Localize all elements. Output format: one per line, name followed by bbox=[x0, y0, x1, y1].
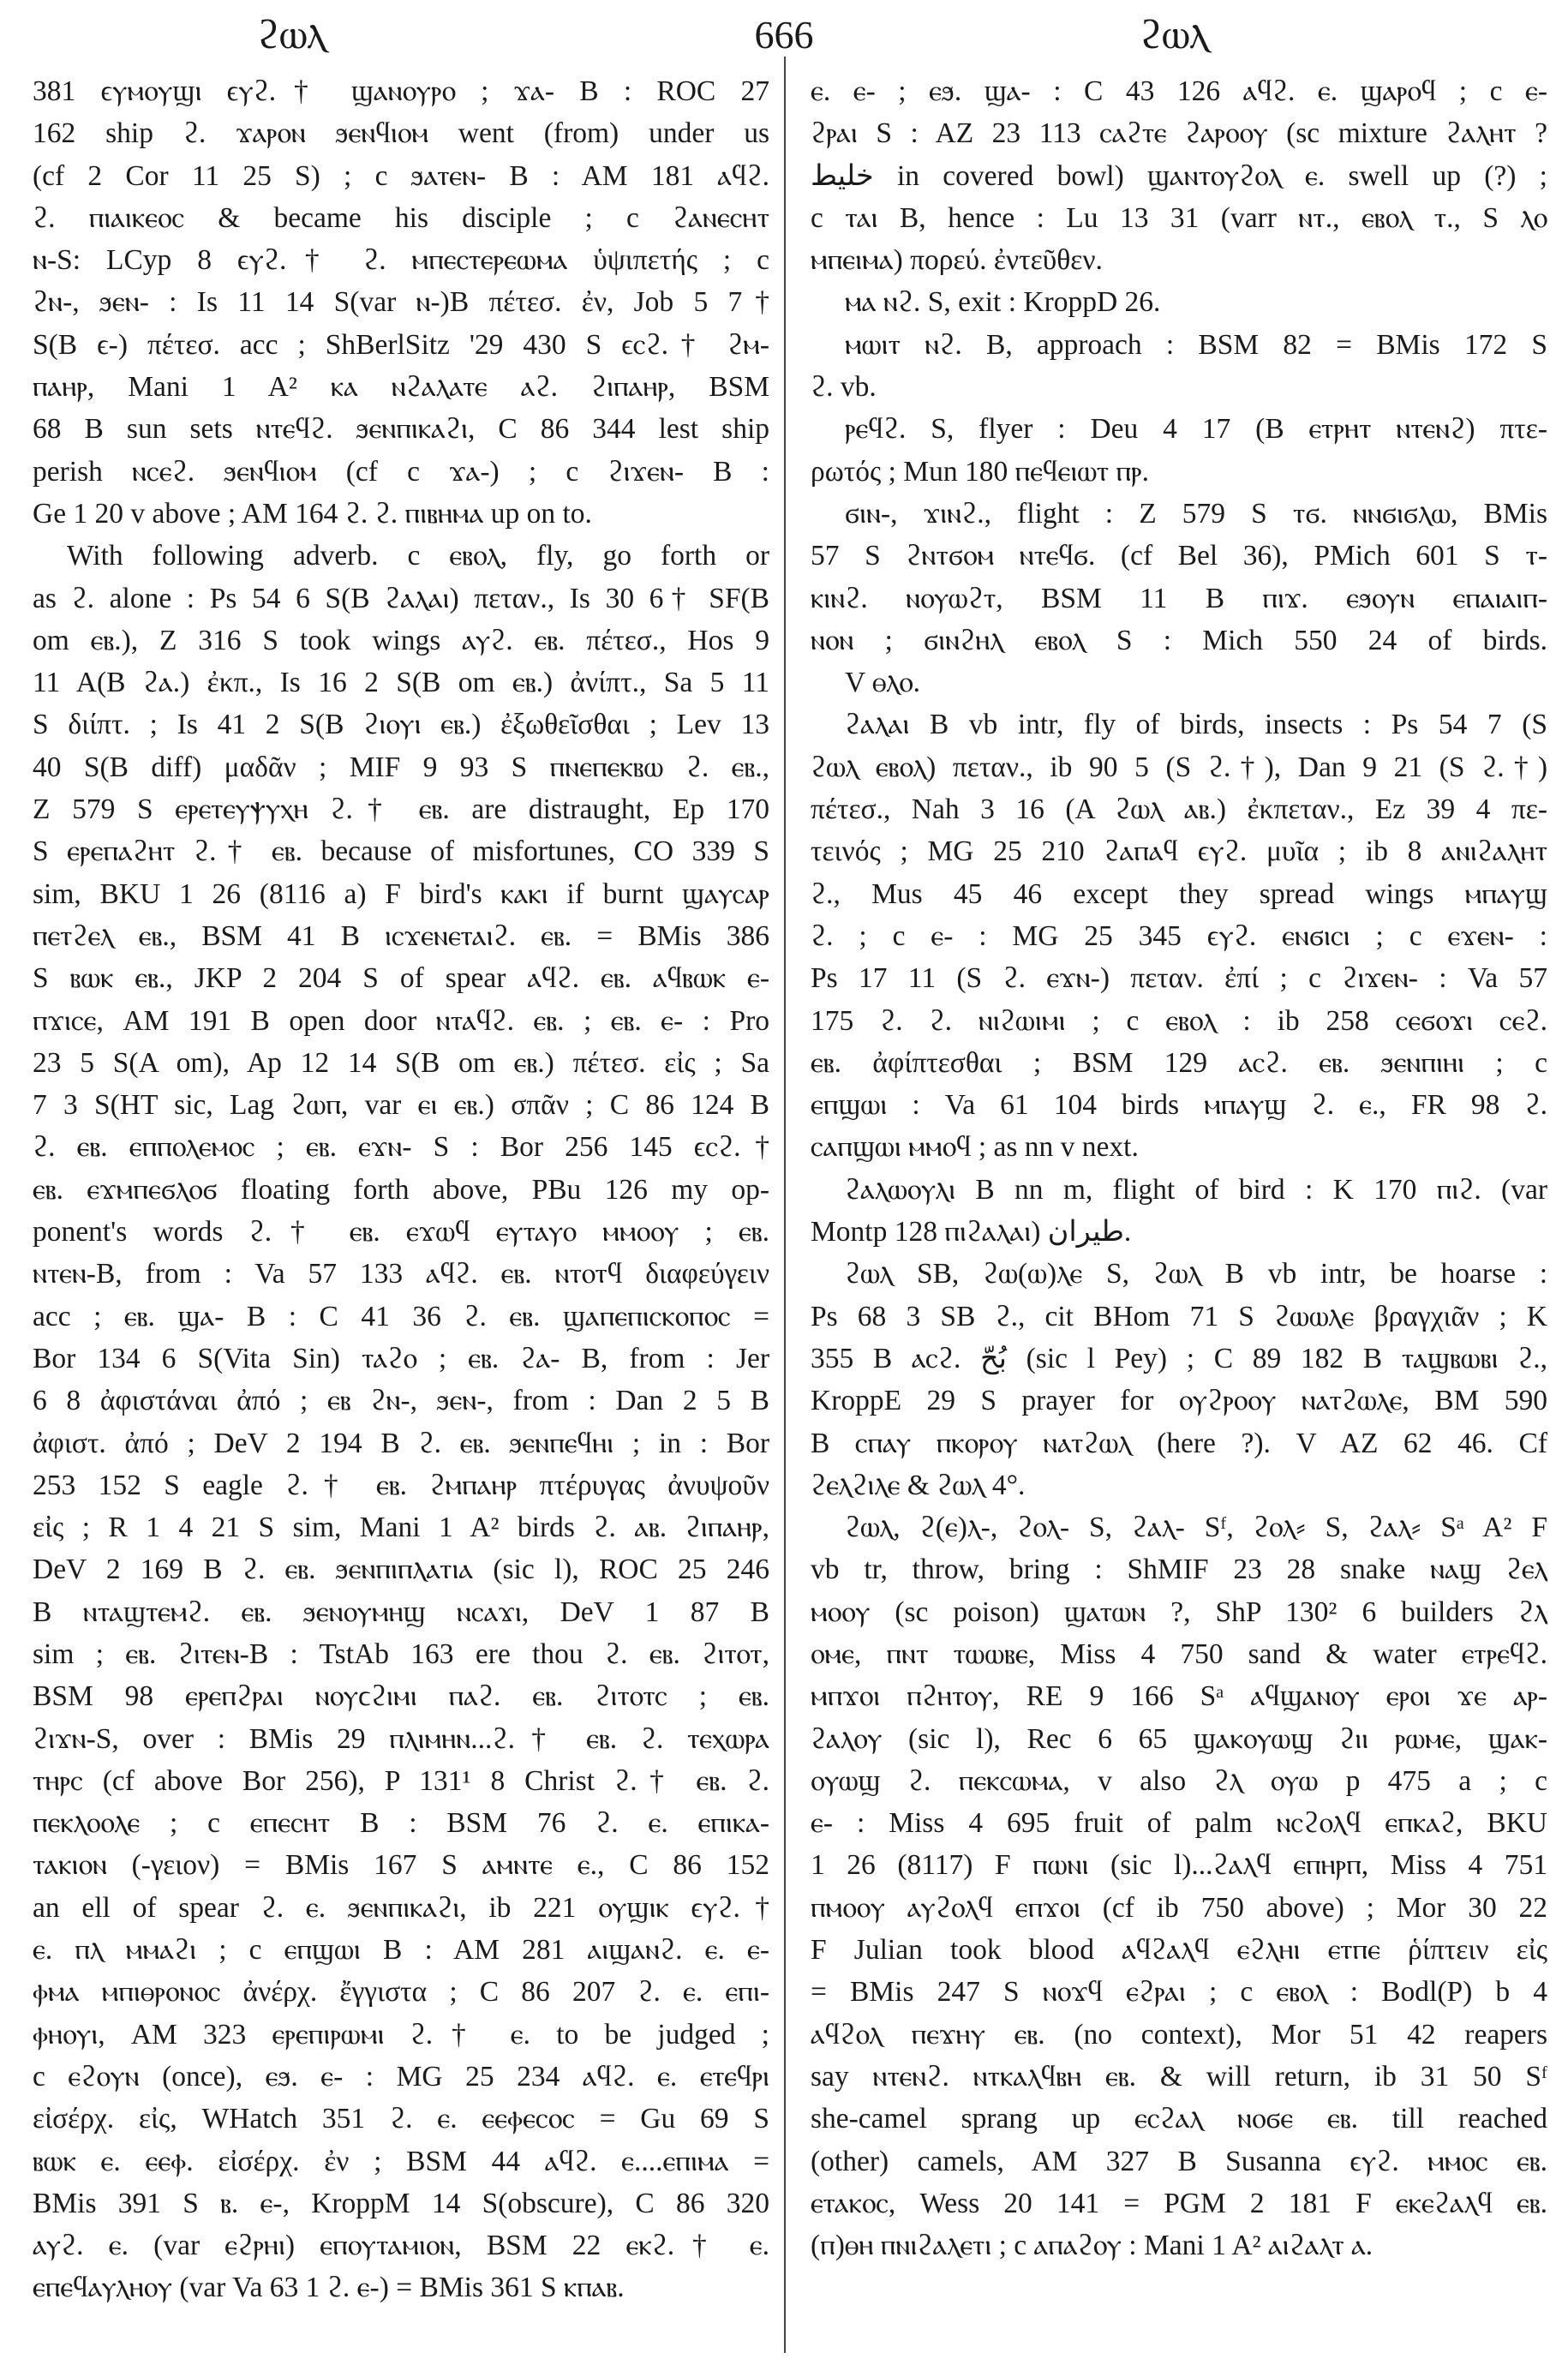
dictionary-line: an ell of spear ϩ. ⲉ. ϧⲉⲛⲡⲓⲕⲁϩⲓ, ib 221 ⲟⲩϣⲓⲕ ϵⲩϩ.† bbox=[33, 1891, 769, 1924]
dictionary-line: 1 26 (8117) F ⲡⲱⲛⲓ (sic l)...ϩⲁⲗϥ ⲉⲡⲏⲣⲡ, Miss 4 751 bbox=[811, 1849, 1547, 1882]
right-column bbox=[811, 70, 1547, 2266]
dictionary-line: Ps 17 11 (S ϩ. ⲉϫⲛ-) πεταν. ἐπί ; c ϩⲓϫⲉⲛ- : Va 57 bbox=[811, 962, 1547, 995]
dictionary-line: she-camel sprang up ⲉⲥϩⲁⲗ ⲛⲟϭⲉ ⲉⲃ. till reached bbox=[811, 2103, 1547, 2135]
dictionary-line: ϭⲓⲛ-, ϫⲓⲛϩ., flight : Z 579 S ⲧϭ. ⲛⲛϭⲓϭⲗⲱ, BMis bbox=[845, 497, 1547, 530]
dictionary-line: ⲫⲏⲟⲩⲓ, AM 323 ⲉⲣⲉⲡⲓⲣⲱⲙⲓ ϩ.† ⲉ. to be judged ; bbox=[33, 2018, 769, 2051]
dictionary-line: ⲉⲡⲉϥⲁⲩⲗⲏⲟⲩ (var Va 63 1 ϩ. ⲉ-) = BMis 361 S ⲕⲡⲁⲃ. bbox=[33, 2272, 625, 2304]
dictionary-line: BSM 98 ⲉⲣⲉⲡϩⲣⲁⲓ ⲛⲟⲩϲϩⲓⲙⲓ ⲡⲁϩ. ⲉⲃ. ϩⲓⲧⲟⲧⲥ ; ⲉⲃ. bbox=[33, 1680, 769, 1713]
dictionary-line: πέτεσ., Nah 3 16 (A ϩⲱⲗ ⲁⲃ.) ἐκπεταν., Ez 39 4 πε- bbox=[811, 793, 1547, 826]
dictionary-line: ⲟⲙⲉ, ⲡⲛⲧ ⲧⲱⲱⲃⲉ, Miss 4 750 sand & water ⲉⲧⲣⲉϥϩ. bbox=[811, 1638, 1547, 1670]
dictionary-line: Ge 1 20 v above ; AM 164 ϩ. ϩ. ⲡⲓⲃⲏⲙⲁ up on to. bbox=[33, 497, 592, 530]
dictionary-line: ⲙⲟⲟⲩ (sc poison) ϣⲁⲧⲱⲛ ?, ShP 130² 6 builders ϩⲗ bbox=[811, 1596, 1547, 1628]
dictionary-line: B ⲥⲡⲁⲩ ⲡⲕⲟⲣⲟⲩ ⲛⲁⲧϩⲱⲗ (here ?). V AZ 62 46. Cf bbox=[811, 1427, 1547, 1459]
dictionary-line: ⲡⲉⲕⲗⲟⲟⲗⲉ ; c ⲉⲡⲉⲥⲏⲧ B : BSM 76 ϩ. ⲉ. ⲉⲡⲓⲕⲁ- bbox=[33, 1807, 769, 1840]
running-headword-left: ϩⲱⲗ bbox=[257, 10, 326, 58]
dictionary-line: ⲉ. ⲡⲗ ⲙⲙⲁϩⲓ ; c ⲉⲡϣⲱⲓ B : AM 281 ⲁⲓϣⲁⲛϩ. ⲉ. ⲉ- bbox=[33, 1934, 769, 1967]
dictionary-line: acc ; ⲉⲃ. ϣⲁ- B : C 41 36 ϩ. ⲉⲃ. ϣⲁⲡⲉⲡⲓⲥⲕⲟⲡⲟⲥ = bbox=[33, 1300, 769, 1332]
dictionary-line: ⲡⲉⲧϩⲉⲗ ⲉⲃ., BSM 41 B ⲓⲥϫⲉⲛⲉⲧⲁⲓϩ. ⲉⲃ. = BMis 386 bbox=[33, 919, 769, 952]
dictionary-line: ⲧⲁⲕⲓⲟⲛ (-γειον) = BMis 167 S ⲁⲙⲛⲧⲉ ⲉ., C 86 152 bbox=[33, 1849, 769, 1882]
column-divider bbox=[784, 57, 786, 2353]
dictionary-line: om ⲉⲃ.), Z 316 S took wings ⲁⲩϩ. ⲉⲃ. πέτεσ., Hos 9 bbox=[33, 624, 769, 656]
dictionary-line: ϩⲓϫⲛ-S, over : BMis 29 ⲡⲗⲓⲙⲏⲛ...ϩ.† ⲉⲃ. ϩ. ⲧⲉⲭⲱⲣⲁ bbox=[33, 1722, 769, 1755]
dictionary-line: ϩⲱⲗ SB, ϩⲱ(ⲱ)ⲗⲉ S, ϩⲱⲗ B vb intr, be hoarse : bbox=[845, 1258, 1547, 1290]
dictionary-line: ⲉⲡϣⲱⲓ : Va 61 104 birds ⲙⲡⲁⲩϣ ϩ. ⲉ., FR 98 ϩ. bbox=[811, 1089, 1547, 1122]
dictionary-line: ϩⲛ-, ϧⲉⲛ- : Is 11 14 S(var ⲛ-)B πέτεσ. ἐν, Job 5 7† bbox=[33, 286, 769, 319]
dictionary-line: ⲡϫⲓⲥⲉ, AM 191 B open door ⲛⲧⲁϥϩ. ⲉⲃ. ; ⲉⲃ. ⲉ- : Pro bbox=[33, 1004, 769, 1037]
dictionary-line: as ϩ. alone : Ps 54 6 S(B ϩⲁⲗⲁⲓ) πεταν., Is 30 6† SF(B bbox=[33, 582, 769, 614]
dictionary-line: 7 3 S(HT sic, Lag ϩⲱⲡ, var ⲉⲓ ⲉⲃ.) σπᾶν ; C 86 124 B bbox=[33, 1089, 769, 1122]
dictionary-line: ⲫⲙⲁ ⲙⲡⲓⲑⲣⲟⲛⲟⲥ ἀνέρχ. ἔγγιστα ; C 86 207 ϩ. ⲉ. ⲉⲡⲓ- bbox=[33, 1976, 769, 2009]
page-number: 666 bbox=[754, 13, 814, 57]
dictionary-line: خليط in covered bowl) ϣⲁⲛⲧⲟⲩϩⲟⲗ ⲉ. swell up (?) ; bbox=[811, 159, 1547, 192]
dictionary-line: DeV 2 169 B ϩ. ⲉⲃ. ϧⲉⲛⲡⲓⲡⲗⲁⲧⲓⲁ (sic l), ROC 25 246 bbox=[33, 1554, 769, 1586]
dictionary-line: εἰσέρχ. εἰς, WHatch 351 ϩ. ⲉ. ⲉⲉⲫⲉⲥⲟⲥ = Gu 69 S bbox=[33, 2103, 769, 2135]
dictionary-line: ϩⲁⲗⲱⲟⲩⲗⲓ B nn m, flight of bird : K 170 ⲡⲓϩ. (var bbox=[845, 1173, 1547, 1206]
dictionary-line: ϩⲱⲗ ⲉⲃⲟⲗ) πεταν., ib 90 5 (S ϩ.†), Dan 9 21 (S ϩ.†) bbox=[811, 751, 1547, 783]
dictionary-line: ⲙⲱⲓⲧ ⲛϩ. B, approach : BSM 82 = BMis 172 S bbox=[845, 328, 1547, 361]
dictionary-line: ⲡⲁⲏⲣ, Mani 1 A² ⲕⲁ ⲛϩⲁⲗⲁⲧⲉ ⲁϩ. ϩⲓⲡⲁⲏⲣ, BSM bbox=[33, 371, 769, 404]
left-column bbox=[33, 70, 769, 2309]
dictionary-line: say ⲛⲧⲉⲛϩ. ⲛⲧⲕⲁⲗϥⲃⲏ ⲉⲃ. & will return, ib 31 50 Sᶠ bbox=[811, 2060, 1547, 2093]
dictionary-line: ⲃⲱⲕ ⲉ. ⲉⲉⲫ. εἰσέρχ. ἐν ; BSM 44 ⲁϥϩ. ⲉ....ⲉⲡⲓⲙⲁ = bbox=[33, 2145, 769, 2177]
dictionary-line: 68 B sun sets ⲛⲧⲉϥϩ. ϧⲉⲛⲡⲓⲕⲁϩⲓ, C 86 344 lest ship bbox=[33, 413, 769, 446]
dictionary-line: ⲛⲟⲛ ; ϭⲓⲛϩⲏⲗ ⲉⲃⲟⲗ S : Mich 550 24 of birds. bbox=[811, 624, 1547, 656]
dictionary-line: ϩⲣⲁⲓ S : AZ 23 113 ⲥⲁϩⲧⲉ ϩⲁⲣⲟⲟⲩ (sc mixture ϩⲁⲗⲏⲧ ? bbox=[811, 117, 1547, 150]
dictionary-line: Ps 68 3 SB ϩ., cit BHom 71 S ϩⲱⲱⲗⲉ βραγχιᾶν ; K bbox=[811, 1300, 1547, 1332]
dictionary-line: ϩⲁⲗⲁⲓ B vb intr, fly of birds, insects : Ps 54 7 (S bbox=[845, 709, 1547, 741]
dictionary-line: BMis 391 S ⲃ. ⲉ-, KroppM 14 S(obscure), C 86 320 bbox=[33, 2187, 769, 2219]
dictionary-line: Montp 128 ⲡⲓϩⲁⲗⲁⲓ) طيران. bbox=[811, 1216, 1132, 1248]
dictionary-line: ἀφιστ. ἀπό ; DeV 2 194 B ϩ. ⲉⲃ. ϧⲉⲛⲡⲉϥⲏⲓ ; in : Bor bbox=[33, 1427, 769, 1459]
dictionary-line: c ⲧⲁⲓ B, hence : Lu 13 31 (varr ⲛⲧ., ⲉⲃⲟⲗ ⲧ., S ⲗⲟ bbox=[811, 201, 1547, 234]
dictionary-line: sim ; ⲉⲃ. ϩⲓⲧⲉⲛ-B : TstAb 163 ere thou ϩ. ⲉⲃ. ϩⲓⲧⲟⲧ, bbox=[33, 1638, 769, 1670]
dictionary-line: sim, BKU 1 26 (8116 a) F bird's ⲕⲁⲕⲓ if burnt ϣⲁⲩⲥⲁⲣ bbox=[33, 877, 769, 910]
dictionary-line: 175 ϩ. ϩ. ⲛⲓϩⲱⲓⲙⲓ ; c ⲉⲃⲟⲗ : ib 258 ⲥⲉϭⲟϫⲓ ⲥⲉϩ. bbox=[811, 1004, 1547, 1037]
dictionary-line: ⲉⲧⲁⲕⲟⲥ, Wess 20 141 = PGM 2 181 F ⲉⲕⲉϩⲁⲗϥ ⲉⲃ. bbox=[811, 2187, 1547, 2219]
dictionary-line: ϩ. ; c ⲉ- : MG 25 345 ϵⲩϩ. ⲉⲛϭⲓⲥⲓ ; c ⲉϫⲉⲛ- : bbox=[811, 919, 1547, 952]
dictionary-line: 40 S(B diff) μαδᾶν ; MIF 9 93 S ⲡⲛⲉⲡⲉⲕⲃⲱ ϩ. ⲉⲃ., bbox=[33, 751, 769, 783]
dictionary-line: τεινός ; MG 25 210 ϩⲁⲡⲁϥ ϵⲩϩ. μυῖα ; ib 8 ⲁⲛⲓϩⲁⲗⲏⲧ bbox=[811, 835, 1547, 868]
dictionary-line: 6 8 ἀφιστάναι ἀπό ; ⲉⲃ ϩⲛ-, ϧⲉⲛ-, from : Dan 2 5 B bbox=[33, 1385, 769, 1417]
dictionary-line: V ⲑⲗⲟ. bbox=[845, 667, 920, 699]
dictionary-line: ⲥⲁⲡϣⲱⲓ ⲙⲙⲟϥ ; as nn v next. bbox=[811, 1131, 1139, 1164]
dictionary-line: B ⲛⲧⲁϣⲧⲉⲙϩ. ⲉⲃ. ϧⲉⲛⲟⲩⲙⲏϣ ⲛⲥⲁϫⲓ, DeV 1 87 B bbox=[33, 1596, 769, 1628]
dictionary-line: εἰς ; R 1 4 21 S sim, Mani 1 A² birds ϩ. ⲁⲃ. ϩⲓⲡⲁⲏⲣ, bbox=[33, 1512, 769, 1544]
dictionary-line: 23 5 S(A om), Ap 12 14 S(B om ⲉⲃ.) πέτεσ. εἰς ; Sa bbox=[33, 1046, 769, 1079]
dictionary-line: ⲙⲁ ⲛϩ. S, exit : KroppD 26. bbox=[845, 286, 1161, 319]
dictionary-line: ⲉ- : Miss 4 695 fruit of palm ⲛⲥϩⲟⲗϥ ⲉⲡⲕⲁϩ, BKU bbox=[811, 1807, 1547, 1840]
dictionary-line: ϩⲉⲗϩⲓⲗⲉ & ϩⲱⲗ 4°. bbox=[811, 1469, 1026, 1501]
dictionary-line: 162 ship ϩ. ϫⲁⲣⲟⲛ ϧⲉⲛϥⲓⲟⲙ went (from) under us bbox=[33, 117, 769, 150]
dictionary-line: ϩⲱⲗ, ϩ(ⲉ)ⲗ-, ϩⲟⲗ- S, ϩⲁⲗ- Sᶠ, ϩⲟⲗ⸗ S, ϩⲁⲗ⸗ Sᵃ A² F bbox=[845, 1512, 1547, 1544]
dictionary-line: ⲁⲩϩ. ⲉ. (var ⲉϩⲣⲏⲓ) ⲉⲡⲟⲩⲧⲁⲙⲓⲟⲛ, BSM 22 ⲉⲕϩ.† ⲉ. bbox=[33, 2230, 769, 2262]
dictionary-line: 355 B ⲁⲥϩ. بُحّ (sic l Pey) ; C 89 182 B ⲧⲁϣⲃⲱⲃⲓ ϩ., bbox=[811, 1342, 1547, 1374]
dictionary-line: ϩ. vb. bbox=[811, 371, 877, 404]
dictionary-line: ⲉ. ⲉ- ; ⲉϧ. ϣⲁ- : C 43 126 ⲁϥϩ. ⲉ. ϣⲁⲣⲟϥ ; c ⲉ- bbox=[811, 75, 1547, 107]
dictionary-line: S διίπτ. ; Is 41 2 S(B ϩⲓⲟⲩⲓ ⲉⲃ.) ἐξωθεῖσθαι ; Lev 13 bbox=[33, 709, 769, 741]
dictionary-line: (other) camels, AM 327 B Susanna ϵⲩϩ. ⲙⲙⲟⲥ ⲉⲃ. bbox=[811, 2145, 1547, 2177]
dictionary-line: ⲙⲡϫⲟⲓ ⲡϩⲏⲧⲟⲩ, RE 9 166 Sᵃ ⲁϥϣⲁⲛⲟⲩ ⲉⲣⲟⲓ ϫⲉ ⲁⲣ- bbox=[811, 1680, 1547, 1713]
dictionary-line: Z 579 S ⲉⲣⲉⲧⲉⲩⲯⲩⲭⲏ ϩ.† ⲉⲃ. are distraught, Ep 170 bbox=[33, 793, 769, 826]
dictionary-line: ⲁϥϩⲟⲗ ⲡⲉϫⲏⲩ ⲉⲃ. (no context), Mor 51 42 reapers bbox=[811, 2018, 1547, 2051]
dictionary-line: KroppE 29 S prayer for ⲟⲩϩⲣⲟⲟⲩ ⲛⲁⲧϩⲱⲗⲉ, BM 590 bbox=[811, 1385, 1547, 1417]
dictionary-line: ϩⲁⲗⲟⲩ (sic l), Rec 6 65 ϣⲁⲕⲟⲩⲱϣ ϩⲓⲓ ⲣⲱⲙⲉ, ϣⲁⲕ- bbox=[811, 1722, 1547, 1755]
dictionary-line: ⲛ-S: LCyp 8 ϵⲩϩ.† ϩ. ⲙⲡⲉⲥⲧⲉⲣⲉⲱⲙⲁ ὑψιπετής ; c bbox=[33, 244, 769, 277]
dictionary-line: c ⲉϩⲟⲩⲛ (once), ⲉϧ. ⲉ- : MG 25 234 ⲁϥϩ. ⲉ. ⲉⲧⲉϥⲣⲓ bbox=[33, 2060, 769, 2093]
dictionary-line: ⲙⲡⲉⲓⲙⲁ) πορεύ. ἐντεῦθεν. bbox=[811, 244, 1103, 277]
dictionary-line: perish ⲛⲥⲉϩ. ϧⲉⲛϥⲓⲟⲙ (cf c ϫⲁ-) ; c ϩⲓϫⲉⲛ- B : bbox=[33, 455, 769, 488]
dictionary-line: (ⲡ)ⲑⲏ ⲡⲛⲓϩⲁⲗⲉⲧⲓ ; c ⲁⲡⲁϩⲟⲩ : Mani 1 A² ⲁⲓϩⲁⲗⲧ ⲁ. bbox=[811, 2230, 1373, 2262]
dictionary-line: S(B ϵ-) πέτεσ. acc ; ShBerlSitz '29 430 S ϵⲥϩ.† ϩⲙ- bbox=[33, 328, 769, 361]
dictionary-line: ϩ. ⲡⲓⲁⲓⲕⲉⲟⲥ & became his disciple ; c ϩⲁⲛⲉⲥⲏⲧ bbox=[33, 201, 769, 234]
dictionary-line: S ⲉⲣⲉⲡⲁϩⲏⲧ ϩ.† ⲉⲃ. because of misfortunes, CO 339 S bbox=[33, 835, 769, 868]
dictionary-line: Bor 134 6 S(Vita Sin) ⲧⲁϩⲟ ; ⲉⲃ. ϩⲁ- B, from : Jer bbox=[33, 1342, 769, 1374]
dictionary-line: 57 S ϩⲛⲧϭⲟⲙ ⲛⲧⲉϥϭ. (cf Bel 36), PMich 601 S ⲧ- bbox=[811, 540, 1547, 572]
dictionary-line: = BMis 247 S ⲛⲟϫϥ ⲉϩⲣⲁⲓ ; c ⲉⲃⲟⲗ : Bodl(P) b 4 bbox=[811, 1976, 1547, 2009]
dictionary-line: ⲕⲓⲛϩ. ⲛⲟⲩⲱϩⲧ, BSM 11 B ⲡⲓϫ. ⲉϧⲟⲩⲛ ⲉⲡⲁⲓⲁⲓⲡ- bbox=[811, 582, 1547, 614]
dictionary-line: (cf 2 Cor 11 25 S) ; c ϧⲁⲧⲉⲛ- B : AM 181 ⲁϥϩ. bbox=[33, 159, 769, 192]
dictionary-line: F Julian took blood ⲁϥϩⲁⲗϥ ⲉϩⲗⲏⲓ ⲉⲧⲡⲉ ῥίπτειν εἰς bbox=[811, 1934, 1547, 1967]
running-headword-right: ϩⲱⲗ bbox=[1140, 10, 1209, 58]
dictionary-line: ⲛⲧⲉⲛ-B, from : Va 57 133 ⲁϥϩ. ⲉⲃ. ⲛⲧⲟⲧϥ διαφεύγειν bbox=[33, 1258, 769, 1290]
dictionary-line: 253 152 S eagle ϩ.† ⲉⲃ. ϩⲙⲡⲁⲏⲣ πτέρυγας ἀνυψοῦν bbox=[33, 1469, 769, 1501]
dictionary-line: ⲡⲙⲟⲟⲩ ⲁⲩϩⲟⲗϥ ⲉⲡϫⲟⲓ (cf ib 750 above) ; Mor 30 22 bbox=[811, 1891, 1547, 1924]
dictionary-line: ϩ., Mus 45 46 except they spread wings ⲙⲡⲁⲩϣ bbox=[811, 877, 1547, 910]
dictionary-line: ρωτός ; Mun 180 ⲡⲉϥⲉⲓⲱⲧ ⲡⲣ. bbox=[811, 455, 1149, 488]
dictionary-line: 11 A(B ϩⲁ.) ἐκπ., Is 16 2 S(B om ⲉⲃ.) ἀνίπτ., Sa 5 11 bbox=[33, 667, 769, 699]
dictionary-line: ⲣⲉϥϩ. S, flyer : Deu 4 17 (B ⲉⲧⲣⲏⲧ ⲛⲧⲉⲛϩ) πτε- bbox=[845, 413, 1547, 446]
dictionary-line: S ⲃⲱⲕ ⲉⲃ., JKP 2 204 S of spear ⲁϥϩ. ⲉⲃ. ⲁϥⲃⲱⲕ ⲉ- bbox=[33, 962, 769, 995]
dictionary-line: ⲧⲏⲣⲥ (cf above Bor 256), P 131¹ 8 Christ ϩ.† ⲉⲃ. ϩ. bbox=[33, 1764, 769, 1797]
dictionary-line: vb tr, throw, bring : ShMIF 23 28 snake ⲛⲁϣ ϩⲉⲗ bbox=[811, 1554, 1547, 1586]
dictionary-line: ⲉⲃ. ⲉϫⲙⲡⲉϭⲗⲟϭ floating forth above, PBu 126 my op- bbox=[33, 1173, 769, 1206]
dictionary-line: ⲟⲩⲱϣ ϩ. ⲡⲉⲕⲥⲱⲙⲁ, v also ϩⲗ ⲟⲩⲱ p 475 a ; c bbox=[811, 1764, 1547, 1797]
dictionary-line: ponent's words ϩ.† ⲉⲃ. ⲉϫⲱϥ ⲉⲩⲧⲁⲩⲟ ⲙⲙⲟⲟⲩ ; ⲉⲃ. bbox=[33, 1216, 769, 1248]
dictionary-line: With following adverb. c ⲉⲃⲟⲗ, fly, go forth or bbox=[67, 540, 769, 572]
dictionary-line: ϩ. ⲉⲃ. ⲉⲡⲡⲟⲗⲉⲙⲟⲥ ; ⲉⲃ. ⲉϫⲛ- S : Bor 256 145 ϵⲥϩ.† bbox=[33, 1131, 769, 1164]
dictionary-line: 381 ϵⲩⲙⲟⲩϣⲓ ϵⲩϩ.† ϣⲁⲛⲟⲩⲣⲟ ; ϫⲁ- B : ROC 27 bbox=[33, 75, 769, 107]
dictionary-line: ⲉⲃ. ἀφίπτεσθαι ; BSM 129 ⲁⲥϩ. ⲉⲃ. ϧⲉⲛⲡⲓⲏⲓ ; c bbox=[811, 1046, 1547, 1079]
